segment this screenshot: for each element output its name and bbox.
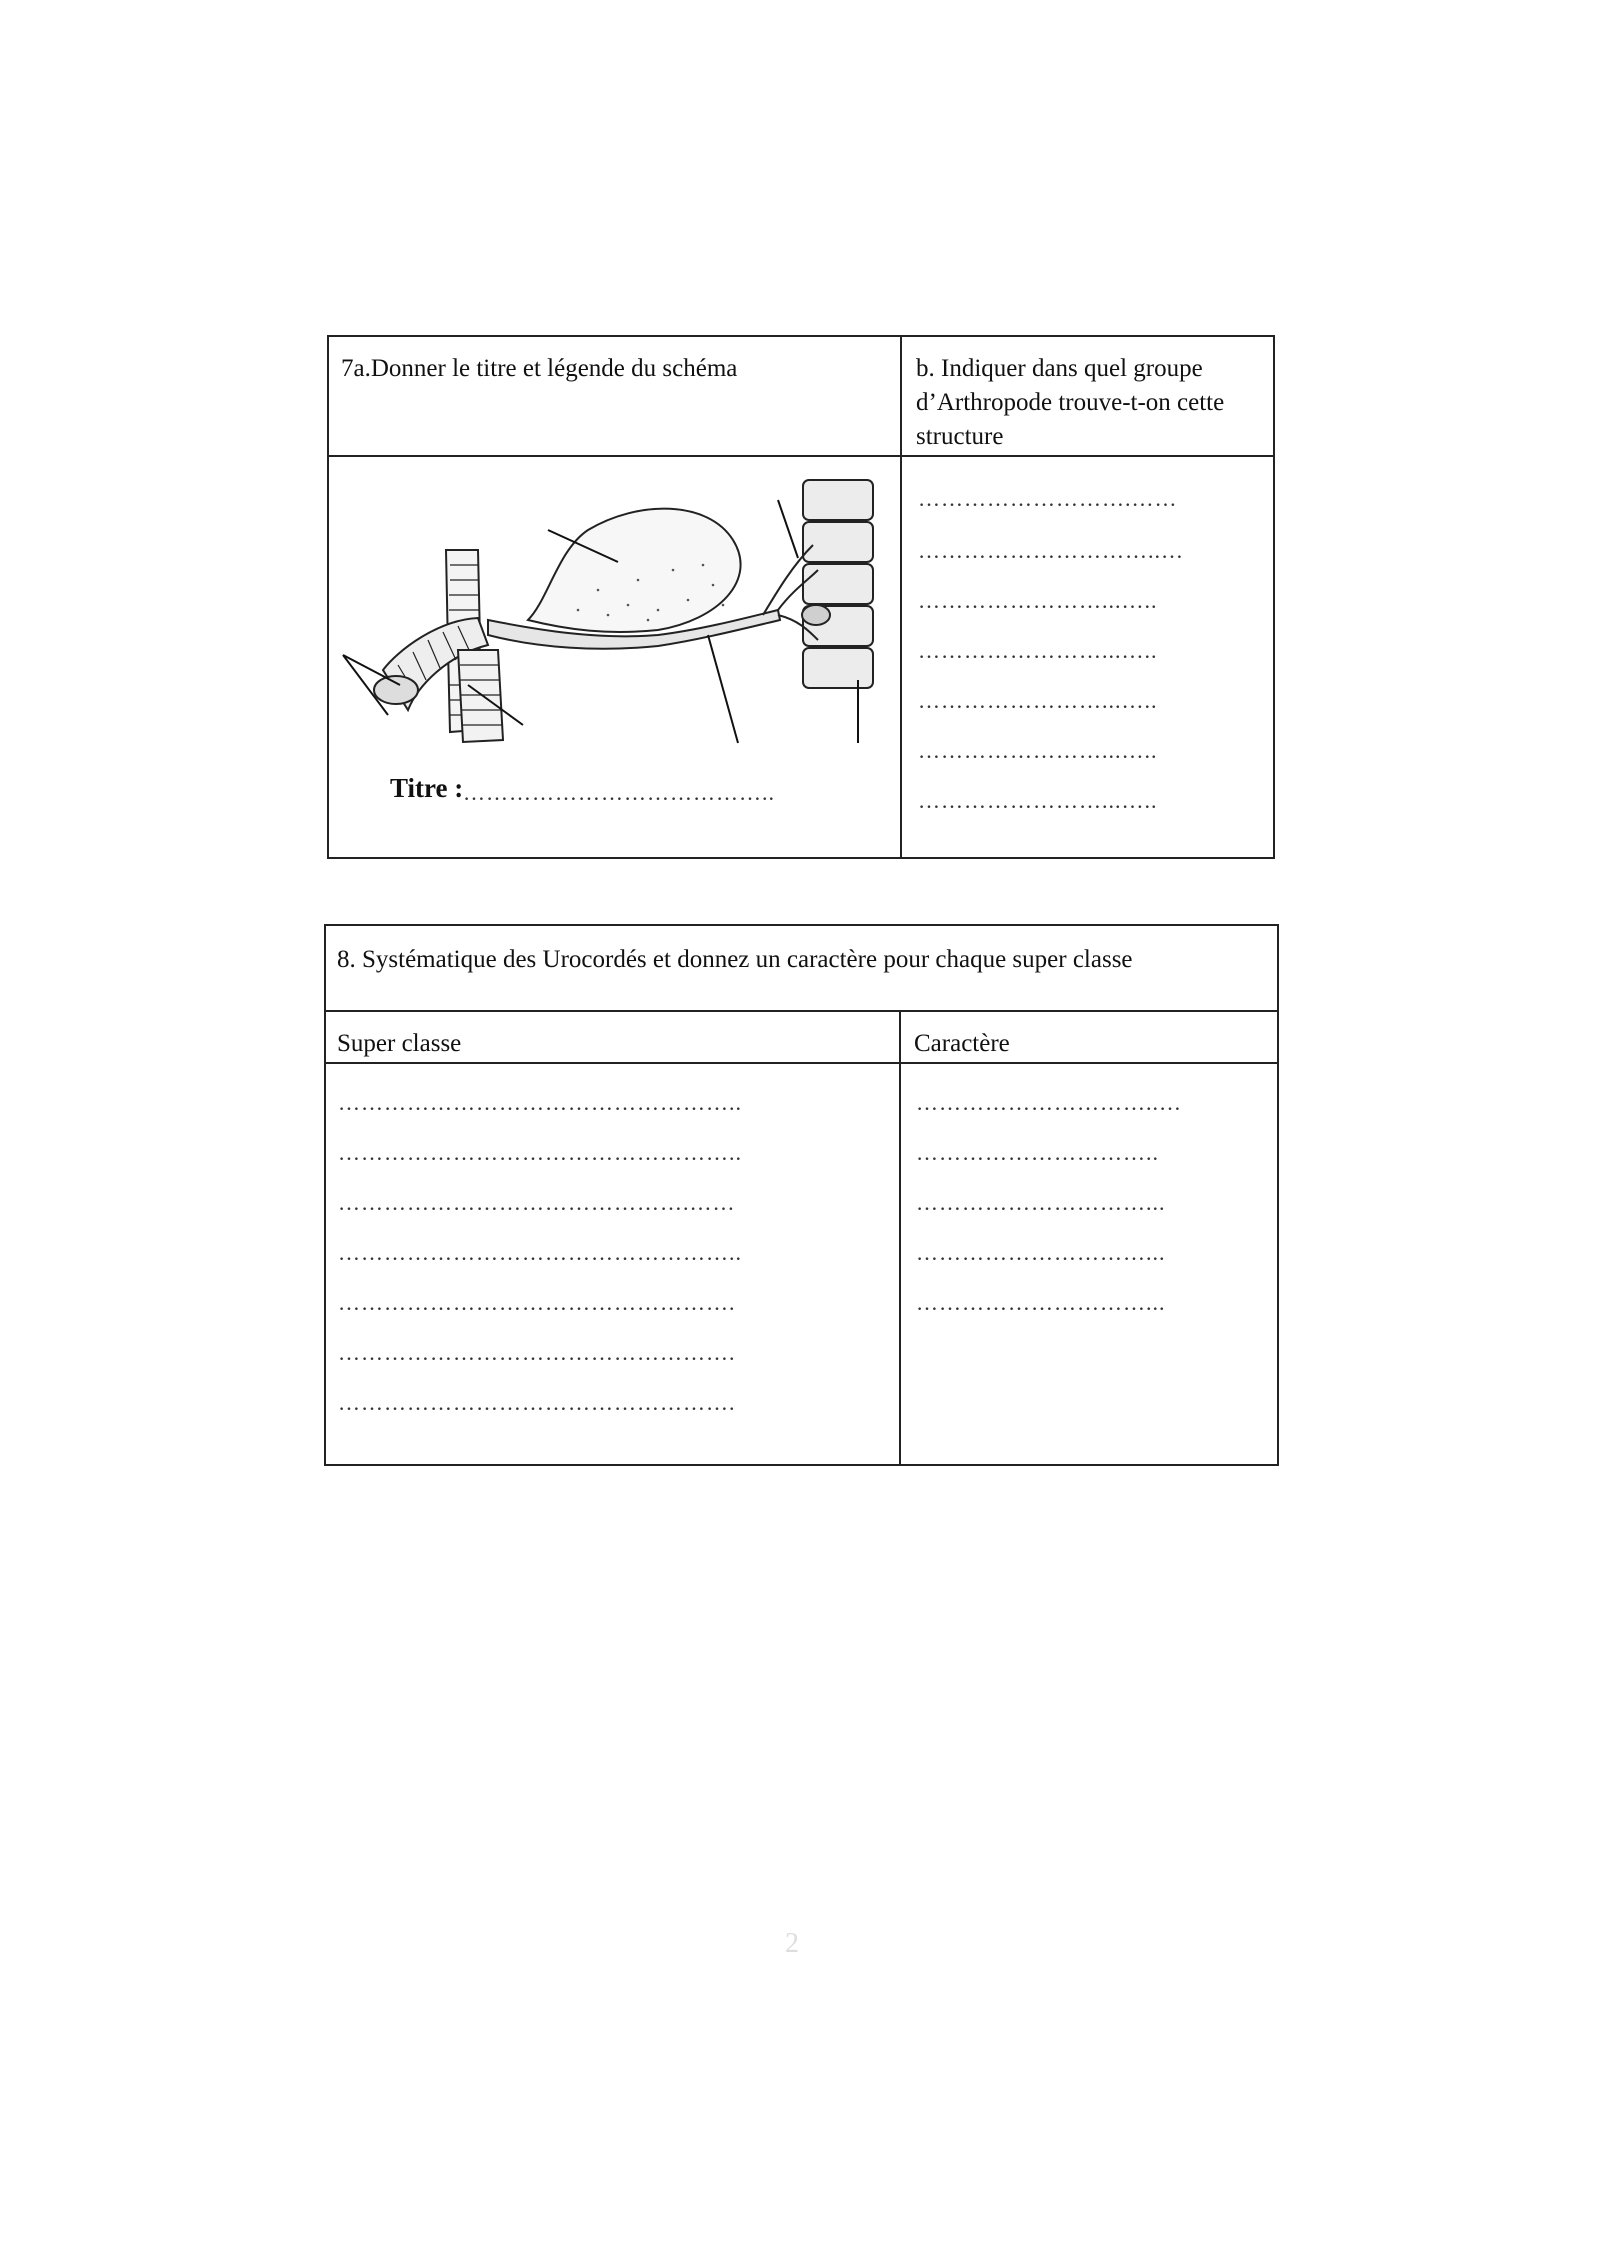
q8-col-caractere: Caractère	[914, 1030, 1010, 1057]
q7b-answer-line[interactable]: ……………………...…..	[918, 788, 1158, 813]
q7b-answer-line[interactable]: ……………………...…..	[918, 738, 1158, 763]
q7b-answer-line[interactable]: ……………………...…..	[918, 688, 1158, 713]
trachea-lower	[458, 650, 503, 742]
segmented-cord	[763, 480, 873, 688]
super-classe-line[interactable]: ……………………………………………..	[338, 1240, 742, 1265]
q7a-header: 7a.Donner le titre et légende du schéma	[341, 355, 738, 382]
super-classe-line[interactable]: …………………………………………….	[338, 1340, 736, 1365]
q8-column-divider	[899, 1010, 901, 1466]
q8-col-super-classe: Super classe	[337, 1030, 462, 1057]
super-classe-line[interactable]: ……………………………………………..	[338, 1140, 742, 1165]
q7-header-divider	[327, 455, 1275, 457]
q7b-answer-line[interactable]: ……………………...…..	[918, 638, 1158, 663]
q8-column-header-divider	[324, 1062, 1279, 1064]
caractere-line[interactable]: …………………………...	[916, 1190, 1166, 1215]
caractere-line[interactable]: …………………………..	[916, 1140, 1159, 1165]
q8-header: 8. Systématique des Urocordés et donnez un caractère pour chaque super classe	[337, 946, 1133, 973]
caractere-line[interactable]: …………………………...	[916, 1290, 1166, 1315]
titre-label: Titre :	[390, 773, 464, 803]
caractere-line[interactable]: …………………………...	[916, 1240, 1166, 1265]
trachea-diagram	[338, 470, 893, 760]
super-classe-line[interactable]: ……………………………………………..	[338, 1090, 742, 1115]
q7b-answer-line[interactable]: ……………………….……	[918, 486, 1178, 511]
q7-column-divider	[900, 335, 902, 859]
air-sac	[528, 509, 741, 632]
caractere-line[interactable]: …………………………..…	[916, 1090, 1182, 1115]
q7b-answer-line[interactable]: ……………………...…..	[918, 588, 1158, 613]
q8-header-divider	[324, 1010, 1279, 1012]
super-classe-line[interactable]: ……………………………………….……	[338, 1190, 736, 1215]
titre-answer-line[interactable]: …………………………………..	[463, 780, 775, 805]
page-number: 2	[785, 1928, 799, 1959]
super-classe-line[interactable]: …………………………………………….	[338, 1290, 736, 1315]
super-classe-line[interactable]: …………………………………………….	[338, 1390, 736, 1415]
q7b-answer-line[interactable]: …………………………..…	[918, 538, 1184, 563]
q7b-header: b. Indiquer dans quel groupe d’Arthropode trouve-t-on cette structure	[916, 355, 1225, 450]
